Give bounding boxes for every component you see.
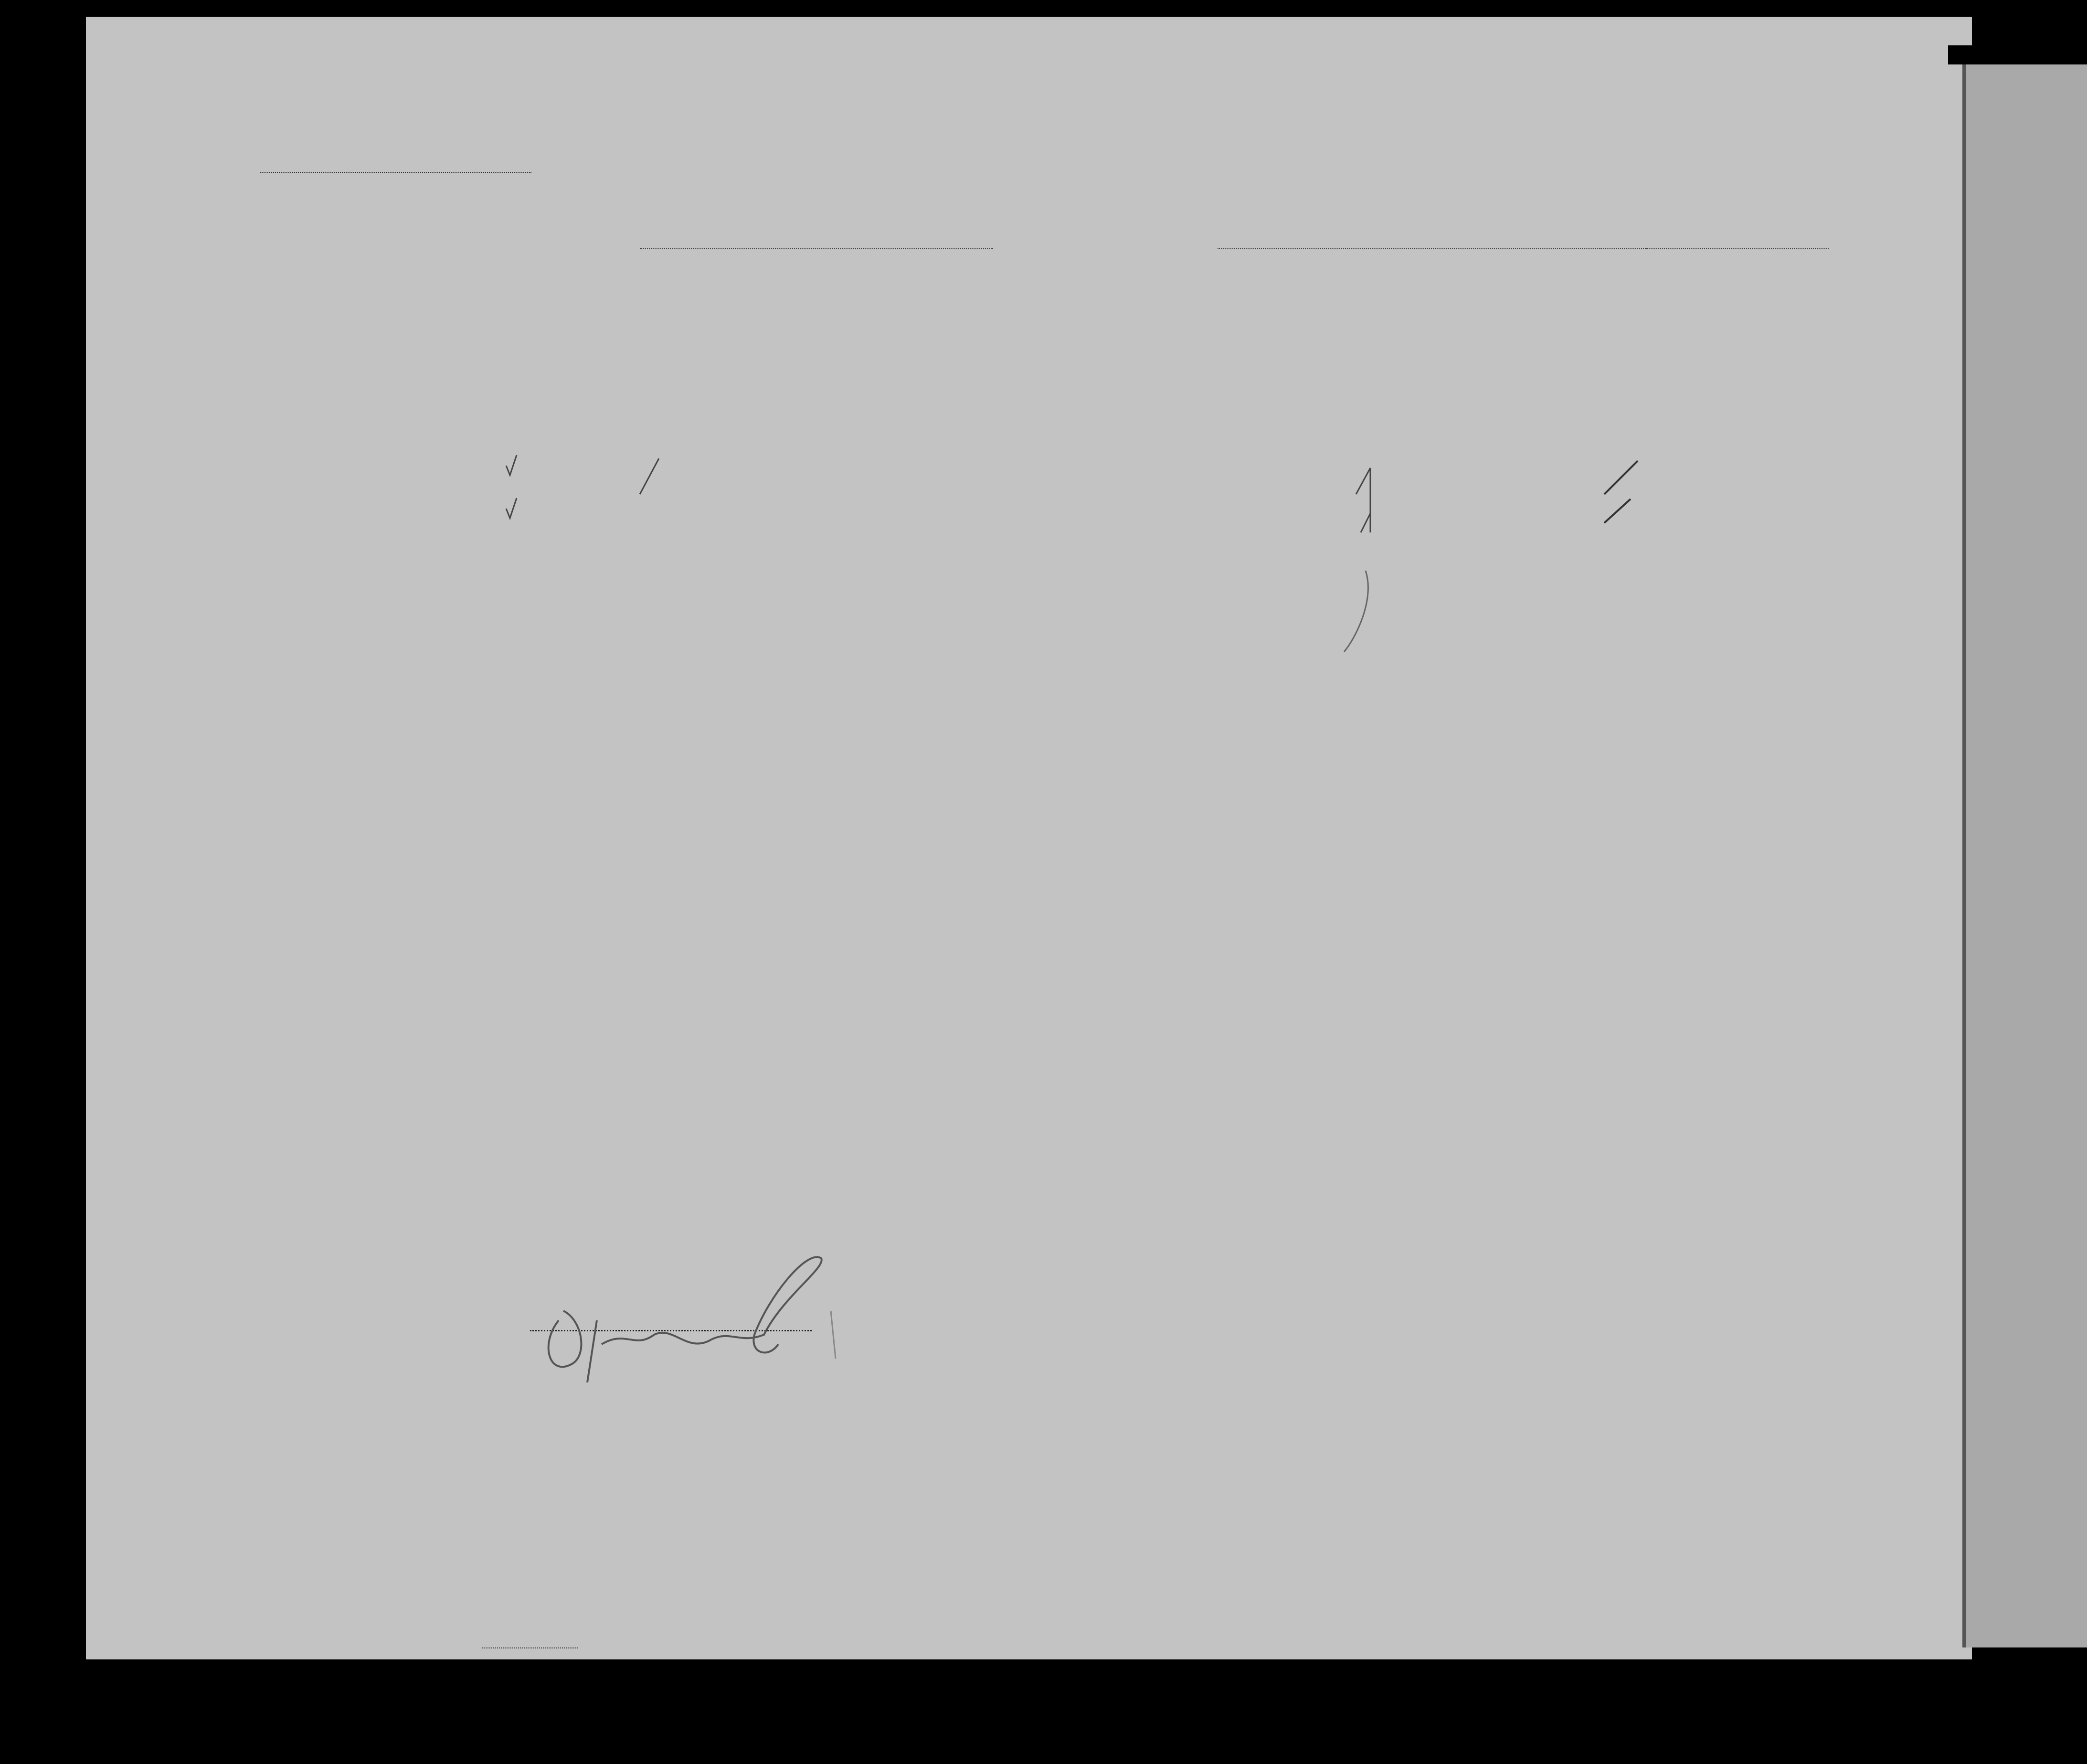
manifest-page <box>86 17 1972 1659</box>
total-line <box>482 1647 578 1648</box>
handwritten-checkmarks <box>86 17 1972 1659</box>
purser-signature <box>530 1239 840 1397</box>
top-edge <box>1948 45 2087 64</box>
adjacent-sheet <box>1962 53 2087 1647</box>
